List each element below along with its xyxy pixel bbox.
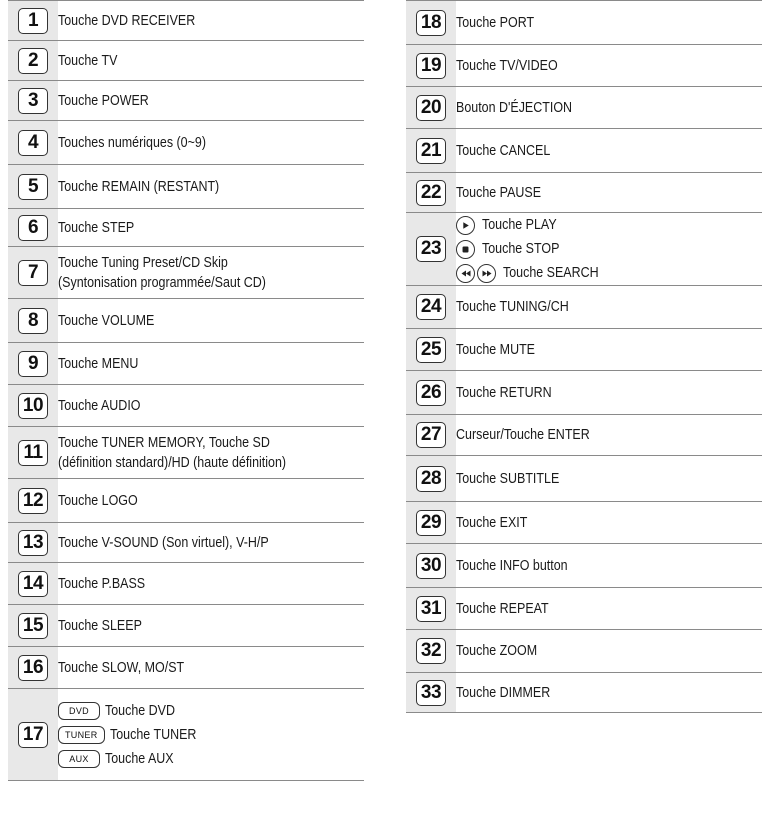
item-description: Touche LOGO <box>58 492 138 509</box>
item-number: 12 <box>18 488 48 514</box>
description-cell <box>456 129 762 173</box>
description-cell <box>58 563 364 605</box>
number-cell <box>406 415 456 456</box>
number-cell <box>8 523 58 563</box>
legend-row <box>406 456 762 502</box>
number-cell <box>8 299 58 343</box>
description-cell <box>58 385 364 427</box>
description-cell <box>58 81 364 121</box>
description-line <box>58 453 364 473</box>
item-number: 23 <box>416 236 446 262</box>
legend-row <box>8 81 364 121</box>
sub-item <box>456 237 762 261</box>
item-description: Touche TV <box>58 52 118 69</box>
number-cell <box>8 479 58 523</box>
description-cell <box>58 605 364 647</box>
item-description: Touche REPEAT <box>456 600 549 617</box>
sub-item-text: Touche SEARCH <box>503 265 599 281</box>
right-legend-body <box>406 1 762 713</box>
item-number: 2 <box>18 48 48 74</box>
item-number: 16 <box>18 655 48 681</box>
description-cell <box>456 173 762 213</box>
description-cell <box>58 209 364 247</box>
legend-row <box>8 385 364 427</box>
play-icon <box>456 216 475 235</box>
legend-row <box>406 213 762 286</box>
legend-row <box>406 630 762 673</box>
number-cell <box>406 173 456 213</box>
legend-row <box>8 647 364 689</box>
item-description: Touche AUDIO <box>58 397 141 414</box>
description-line <box>58 253 364 273</box>
description-cell <box>456 1 762 45</box>
number-cell <box>8 385 58 427</box>
item-number: 6 <box>18 215 48 241</box>
number-cell <box>8 343 58 385</box>
item-number: 7 <box>18 260 48 286</box>
number-cell <box>406 456 456 502</box>
item-number: 15 <box>18 613 48 639</box>
description-cell <box>456 456 762 502</box>
item-number: 13 <box>18 530 48 556</box>
right-legend-table <box>406 0 762 713</box>
legend-row <box>8 165 364 209</box>
stop-icon <box>456 240 475 259</box>
item-description: Touche CANCEL <box>456 142 551 159</box>
description-cell <box>58 479 364 523</box>
item-description: Touche PORT <box>456 14 535 31</box>
remote-button-label: TUNER <box>58 726 105 744</box>
number-cell <box>406 329 456 371</box>
item-description: Touche SLOW, MO/ST <box>58 659 185 676</box>
item-description: Touche TUNING/CH <box>456 299 569 315</box>
legend-row <box>8 247 364 299</box>
sub-item-text: Touche AUX <box>105 750 174 767</box>
sub-item-text: Touche TUNER <box>109 726 196 743</box>
remote-button-label: DVD <box>58 702 100 720</box>
description-cell <box>58 427 364 479</box>
item-description: Touche MUTE <box>456 341 536 358</box>
legend-row <box>8 1 364 41</box>
legend-row <box>406 286 762 329</box>
item-description: Touche PAUSE <box>456 184 542 201</box>
description-cell <box>456 502 762 544</box>
legend-row <box>8 605 364 647</box>
number-cell <box>8 247 58 299</box>
number-cell <box>406 673 456 713</box>
legend-row <box>406 1 762 45</box>
sub-item <box>58 747 364 771</box>
number-cell <box>406 630 456 673</box>
sub-item <box>456 261 762 285</box>
description-cell <box>456 673 762 713</box>
number-cell <box>8 165 58 209</box>
description-line-text: (définition standard)/HD (haute définition) <box>58 454 287 471</box>
legend-row <box>8 209 364 247</box>
description-cell <box>456 371 762 415</box>
description-cell <box>456 544 762 588</box>
description-cell <box>456 213 762 286</box>
number-cell <box>406 87 456 129</box>
item-description: Touche REMAIN (RESTANT) <box>58 178 220 195</box>
sub-item-text: Touche PLAY <box>482 217 557 233</box>
legend-row <box>8 41 364 81</box>
item-description: Touche POWER <box>58 92 149 109</box>
legend-row <box>8 523 364 563</box>
item-number: 8 <box>18 308 48 334</box>
item-description: Touche TV/VIDEO <box>456 57 558 74</box>
number-cell <box>8 121 58 165</box>
item-description: Touche DVD RECEIVER <box>58 12 196 29</box>
legend-row <box>406 371 762 415</box>
description-cell <box>456 286 762 329</box>
description-cell <box>58 523 364 563</box>
description-cell <box>58 121 364 165</box>
description-cell <box>58 1 364 41</box>
description-line-text: (Syntonisation programmée/Saut CD) <box>58 274 266 291</box>
item-number: 19 <box>416 53 446 79</box>
legend-row <box>406 45 762 87</box>
description-line-text: Touche TUNER MEMORY, Touche SD <box>58 434 270 451</box>
item-description: Touche ZOOM <box>456 643 538 659</box>
number-cell <box>406 502 456 544</box>
legend-row <box>406 329 762 371</box>
description-cell <box>58 299 364 343</box>
description-cell <box>456 87 762 129</box>
item-number: 20 <box>416 95 446 121</box>
item-description: Touche SUBTITLE <box>456 470 560 487</box>
item-number: 4 <box>18 130 48 156</box>
description-cell <box>456 630 762 673</box>
sub-item <box>456 213 762 237</box>
item-description: Touche RETURN <box>456 384 552 401</box>
legend-row <box>406 502 762 544</box>
description-cell <box>58 165 364 209</box>
number-cell <box>406 129 456 173</box>
number-cell <box>406 371 456 415</box>
description-line <box>58 273 364 293</box>
description-cell <box>456 329 762 371</box>
number-cell <box>8 1 58 41</box>
item-number: 33 <box>416 680 446 706</box>
item-description: Bouton D'ÉJECTION <box>456 99 573 116</box>
item-number: 17 <box>18 722 48 748</box>
legend-row <box>8 299 364 343</box>
number-cell <box>8 41 58 81</box>
sub-item <box>58 723 364 747</box>
legend-row <box>406 173 762 213</box>
sub-item-text: Touche DVD <box>105 702 176 719</box>
legend-row <box>406 129 762 173</box>
legend-row <box>8 427 364 479</box>
item-description: Touche STEP <box>58 219 135 236</box>
sub-item-text: Touche STOP <box>482 241 560 257</box>
legend-row <box>8 121 364 165</box>
description-line <box>58 433 364 453</box>
legend-row <box>8 479 364 523</box>
item-number: 14 <box>18 571 48 597</box>
rewind-icon <box>456 264 475 283</box>
description-line-text: Touche Tuning Preset/CD Skip <box>58 254 228 271</box>
item-number: 32 <box>416 638 446 664</box>
item-number: 27 <box>416 422 446 448</box>
item-number: 25 <box>416 337 446 363</box>
legend-row <box>406 544 762 588</box>
description-cell <box>58 647 364 689</box>
item-description: Touche EXIT <box>456 514 528 531</box>
left-legend-table <box>8 0 364 781</box>
item-description: Touche DIMMER <box>456 684 551 701</box>
item-description: Touche VOLUME <box>58 312 155 329</box>
number-cell <box>8 647 58 689</box>
legend-row <box>406 673 762 713</box>
item-description: Curseur/Touche ENTER <box>456 427 590 443</box>
number-cell <box>406 45 456 87</box>
item-number: 18 <box>416 10 446 36</box>
legend-row <box>406 588 762 630</box>
item-number: 21 <box>416 138 446 164</box>
item-description: Touche P.BASS <box>58 575 146 592</box>
sub-item <box>58 699 364 723</box>
number-cell <box>8 605 58 647</box>
item-number: 1 <box>18 8 48 34</box>
legend-row <box>406 415 762 456</box>
legend-row <box>406 87 762 129</box>
description-cell <box>58 689 364 781</box>
number-cell <box>8 563 58 605</box>
item-number: 26 <box>416 380 446 406</box>
item-description: Touche V-SOUND (Son virtuel), V-H/P <box>58 534 269 551</box>
item-description: Touche INFO button <box>456 557 568 574</box>
item-description: Touches numériques (0~9) <box>58 134 207 151</box>
item-number: 22 <box>416 180 446 206</box>
description-cell <box>456 45 762 87</box>
number-cell <box>8 209 58 247</box>
number-cell <box>8 81 58 121</box>
number-cell <box>406 588 456 630</box>
item-description: Touche MENU <box>58 355 139 372</box>
item-number: 5 <box>18 174 48 200</box>
number-cell <box>406 544 456 588</box>
item-number: 28 <box>416 466 446 492</box>
description-cell <box>58 247 364 299</box>
item-number: 30 <box>416 553 446 579</box>
legend-row <box>8 563 364 605</box>
fast-forward-icon <box>477 264 496 283</box>
remote-button-label: AUX <box>58 750 100 768</box>
number-cell <box>406 286 456 329</box>
number-cell <box>8 427 58 479</box>
item-description: Touche SLEEP <box>58 617 142 634</box>
item-number: 9 <box>18 351 48 377</box>
number-cell <box>406 1 456 45</box>
item-number: 31 <box>416 596 446 622</box>
description-cell <box>456 588 762 630</box>
item-number: 10 <box>18 393 48 419</box>
item-number: 29 <box>416 510 446 536</box>
number-cell <box>8 689 58 781</box>
description-cell <box>456 415 762 456</box>
item-number: 3 <box>18 88 48 114</box>
legend-row <box>8 343 364 385</box>
item-number: 24 <box>416 294 446 320</box>
item-number: 11 <box>18 440 48 466</box>
description-cell <box>58 41 364 81</box>
number-cell <box>406 213 456 286</box>
left-legend-body <box>8 1 364 781</box>
description-cell <box>58 343 364 385</box>
legend-row <box>8 689 364 781</box>
